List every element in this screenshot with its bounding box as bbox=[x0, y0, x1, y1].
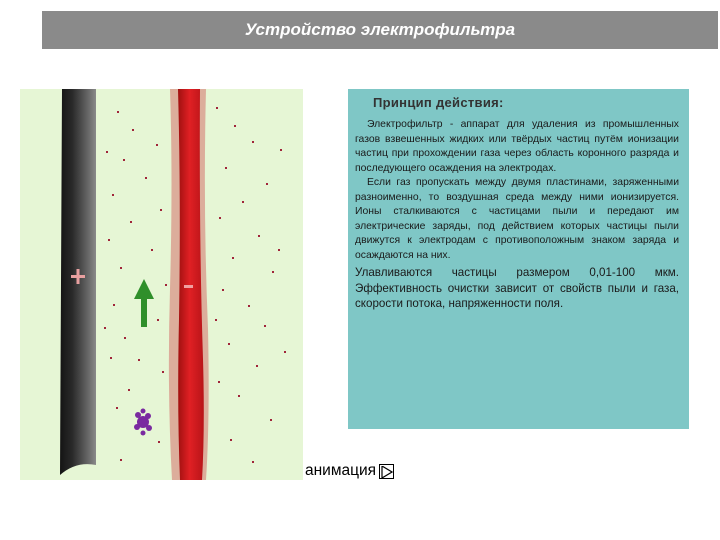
info-panel bbox=[348, 89, 689, 429]
gas-flow-arrow bbox=[134, 279, 154, 327]
animation-panel bbox=[20, 89, 303, 480]
title-bar bbox=[42, 11, 718, 49]
electrofilter-illustration bbox=[20, 89, 303, 480]
animation-button[interactable] bbox=[305, 462, 394, 480]
dust-particle-cluster bbox=[134, 409, 152, 436]
play-icon[interactable] bbox=[379, 464, 394, 479]
info-paragraph-principle: Если газ пропускать между двумя пластинами, заряженными разноименно, то воздушная среда между ними ионизируется. Ионы сталкиваются с частицами пыли и передают им электрические заряды, под действием которых частицы пыли движутся к электродам с противоположным знаком заряда и осаждаются на них. bbox=[355, 177, 679, 261]
info-heading: Принцип действия: bbox=[373, 95, 504, 110]
info-paragraph-efficiency: Улавливаются частицы размером 0,01-100 мкм. Эффективность очистки зависит от свойств пыли и газа, скорости потока, напряженности поля. bbox=[355, 266, 679, 310]
info-paragraph-definition: Электрофильтр - аппарат для удаления из промышленных газов взвешенных жидких или твёрдых частиц путём ионизации частиц при прохождении газа через область коронного разряда и последующего осаждения на электродах. bbox=[355, 119, 679, 174]
minus-sign bbox=[184, 285, 193, 288]
page-title: Устройство электрофильтра bbox=[244, 20, 516, 39]
animation-button-label[interactable]: анимация bbox=[305, 462, 377, 479]
